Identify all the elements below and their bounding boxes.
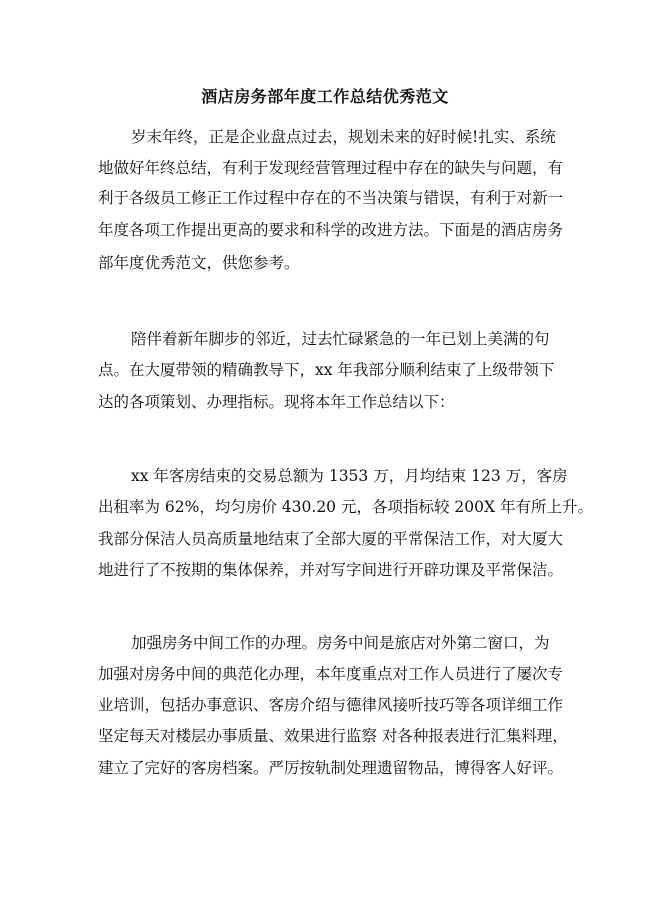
paragraph-3-line-4: 地进行了不按期的集体保养，并对写字间进行开辟功课及平常保洁。: [98, 561, 564, 579]
paragraph-2-line-2: 点。在大厦带领的精确教导下，xx 年我部分顺利结束了上级带领下: [98, 361, 555, 379]
paragraph-2-line-3: 达的各项策划、办理指标。现将本年工作总结以下：: [98, 393, 455, 411]
paragraph-2-line-1: 陪伴着新年脚步的邻近，过去忙碌紧急的一年已划上美满的句: [131, 330, 550, 348]
paragraph-3-line-2: 出租率为 62%，均匀房价 430.20 元，各项指标较 200X 年有所上升。: [98, 498, 593, 516]
paragraph-4-line-3: 业培训，包括办事意识、客房介绍与德律风接听技巧等各项详细工作: [98, 696, 564, 714]
paragraph-3-line-1: xx 年客房结束的交易总额为 1353 万，月均结束 123 万，客房: [131, 467, 568, 485]
paragraph-4-line-4: 坚定每天对楼层办事质量、效果进行监察 对各种报表进行汇集料理，: [98, 727, 568, 745]
document-title: 酒店房务部年度工作总结优秀范文: [201, 87, 449, 106]
paragraph-4-line-2: 加强对房务中间的典范化办理，本年度重点对工作人员进行了屡次专: [98, 665, 564, 683]
paragraph-4-line-5: 建立了完好的客房档案。严厉按轨制处理遗留物品，博得客人好评。: [98, 759, 564, 777]
paragraph-1-line-2: 地做好年终总结，有利于发现经营管理过程中存在的缺失与问题，有: [98, 159, 564, 177]
paragraph-1-line-1: 岁末年终，正是企业盘点过去，规划未来的好时候!扎实、系统: [131, 128, 556, 146]
paragraph-1-line-3: 利于各级员工修正工作过程中存在的不当决策与错误，有利于对新一: [98, 189, 564, 207]
paragraph-4-line-1: 加强房务中间工作的办理。房务中间是旅店对外第二窗口，为: [131, 634, 550, 652]
paragraph-1-line-4: 年度各项工作提出更高的要求和科学的改进方法。下面是的酒店房务: [98, 221, 564, 239]
paragraph-3-line-3: 我部分保洁人员高质量地结束了全部大厦的平常保洁工作，对大厦大: [98, 530, 564, 548]
paragraph-1-line-5: 部年度优秀范文，供您参考。: [98, 254, 300, 272]
